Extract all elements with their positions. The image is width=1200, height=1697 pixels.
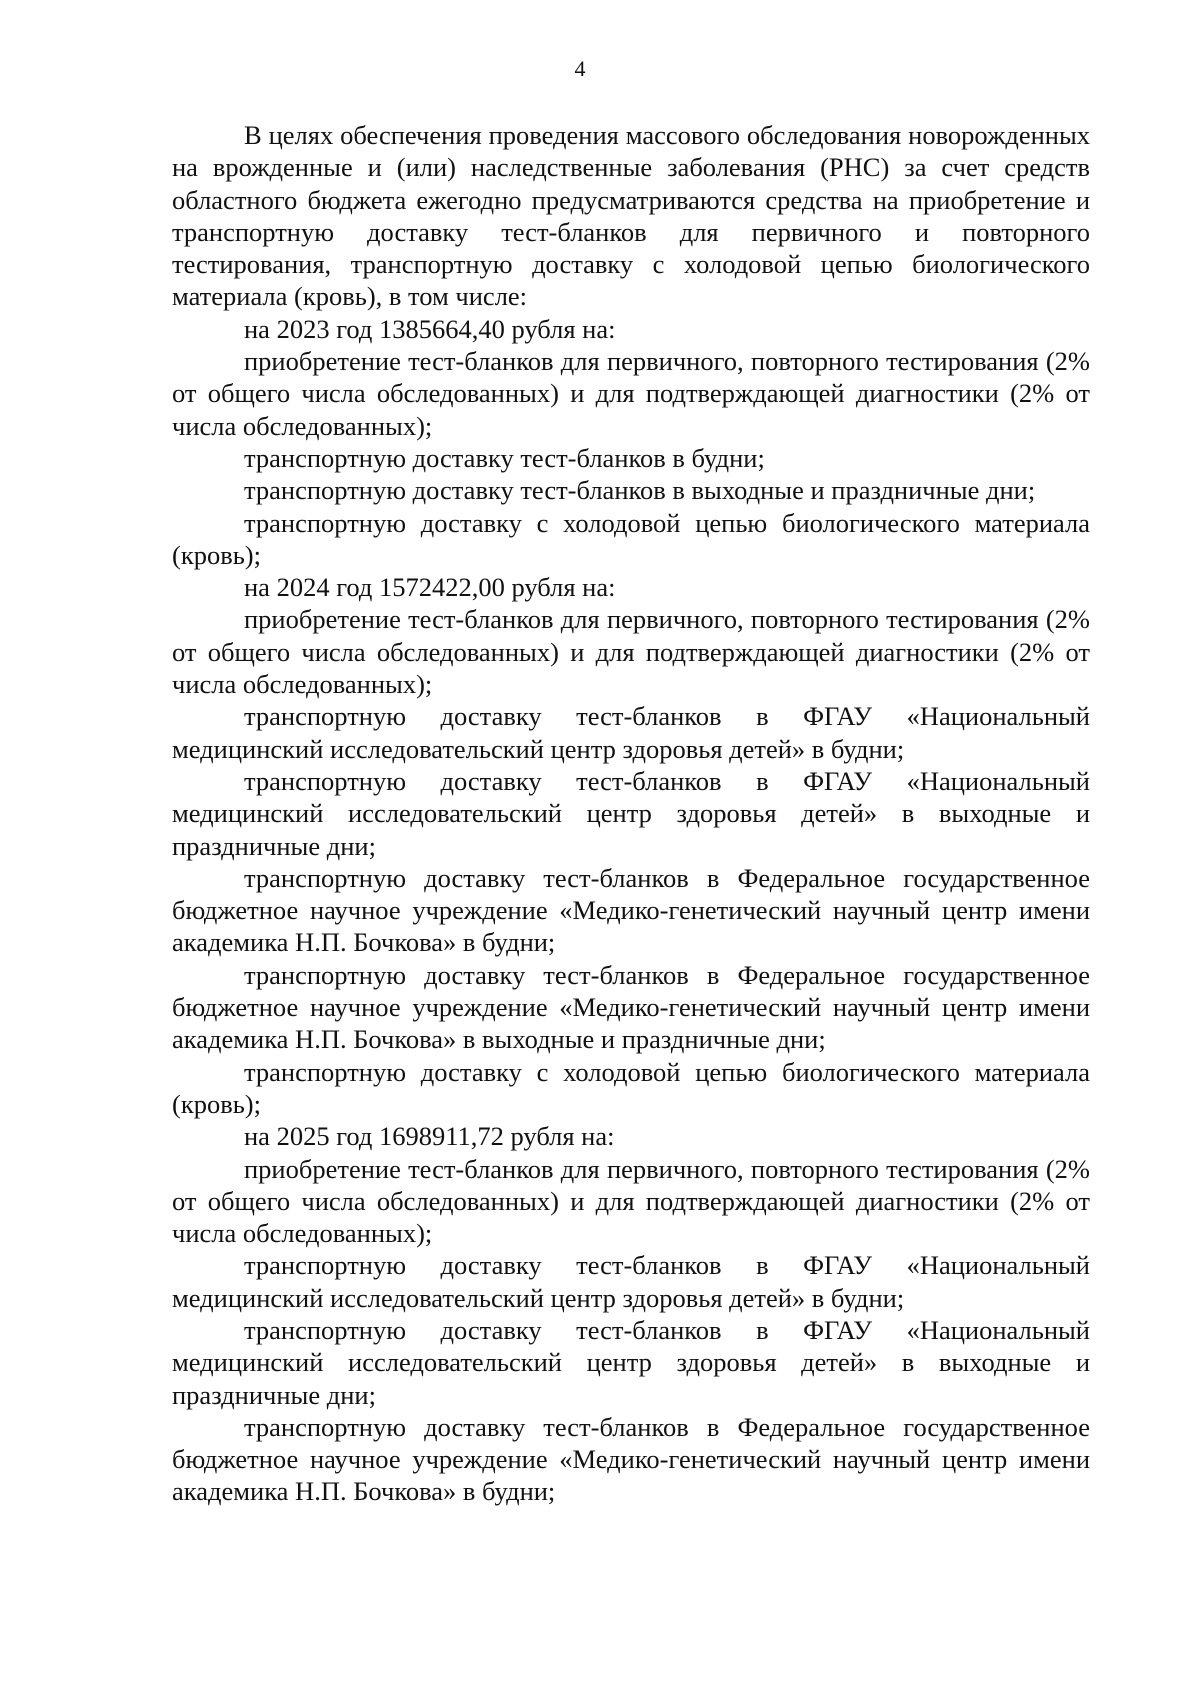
page-number: 4 xyxy=(574,56,586,81)
body-paragraph: В целях обеспечения проведения массового обследования новорожденных на врожденные и (или) наследственные заболевания (РНС) за счет средств областного бюджета ежегодно предусматриваются средства на приобретение и транспортную доставку тест-бланков для первичного и повторного тестирования, транспортную доставку с холодовой цепью биологического материала (кровь), в том числе: xyxy=(172,120,1090,312)
body-paragraph: на 2023 год 1385664,40 рубля на: xyxy=(244,313,616,344)
body-paragraph: транспортную доставку тест-бланков в Федеральное государственное бюджетное научное учреждение «Медико-генетический научный центр имени академика Н.П. Бочкова» в будни; xyxy=(172,1411,1090,1507)
body-paragraph: транспортную доставку тест-бланков в Федеральное государственное бюджетное научное учреждение «Медико-генетический научный центр имени академика Н.П. Бочкова» в будни; xyxy=(172,862,1090,958)
body-paragraph: транспортную доставку тест-бланков в будни; xyxy=(244,442,765,473)
body-paragraph: приобретение тест-бланков для первичного, повторного тестирования (2% от общего числа обследованных) и для подтверждающей диагностики (2% от числа обследованных); xyxy=(172,604,1090,700)
body-paragraph: транспортную доставку тест-бланков в ФГАУ «Национальный медицинский исследовательский центр здоровья детей» в выходные и праздничные дни; xyxy=(172,765,1090,861)
body-paragraph: на 2025 год 1698911,72 рубля на: xyxy=(244,1121,615,1152)
body-paragraph: транспортную доставку с холодовой цепью биологического материала (кровь); xyxy=(172,1056,1090,1119)
body-paragraph: транспортную доставку с холодовой цепью биологического материала (кровь); xyxy=(172,507,1090,570)
body-paragraph: транспортную доставку тест-бланков в Федеральное государственное бюджетное научное учреждение «Медико-генетический научный центр имени академика Н.П. Бочкова» в выходные и праздничные дни; xyxy=(172,959,1090,1055)
body-paragraph: транспортную доставку тест-бланков в ФГАУ «Национальный медицинский исследовательский центр здоровья детей» в будни; xyxy=(172,1250,1090,1313)
body-paragraph: транспортную доставку тест-бланков в ФГАУ «Национальный медицинский исследовательский центр здоровья детей» в выходные и праздничные дни; xyxy=(172,1314,1090,1410)
body-paragraph: на 2024 год 1572422,00 рубля на: xyxy=(244,572,616,603)
body-paragraph: приобретение тест-бланков для первичного, повторного тестирования (2% от общего числа обследованных) и для подтверждающей диагностики (2% от числа обследованных); xyxy=(172,1153,1090,1249)
body-paragraph: транспортную доставку тест-бланков в выходные и праздничные дни; xyxy=(244,475,1036,506)
document-body xyxy=(172,119,1090,1508)
body-paragraph: приобретение тест-бланков для первичного, повторного тестирования (2% от общего числа обследованных) и для подтверждающей диагностики (2% от числа обследованных); xyxy=(172,346,1090,441)
body-paragraph: транспортную доставку тест-бланков в ФГАУ «Национальный медицинский исследовательский центр здоровья детей» в будни; xyxy=(172,701,1090,764)
